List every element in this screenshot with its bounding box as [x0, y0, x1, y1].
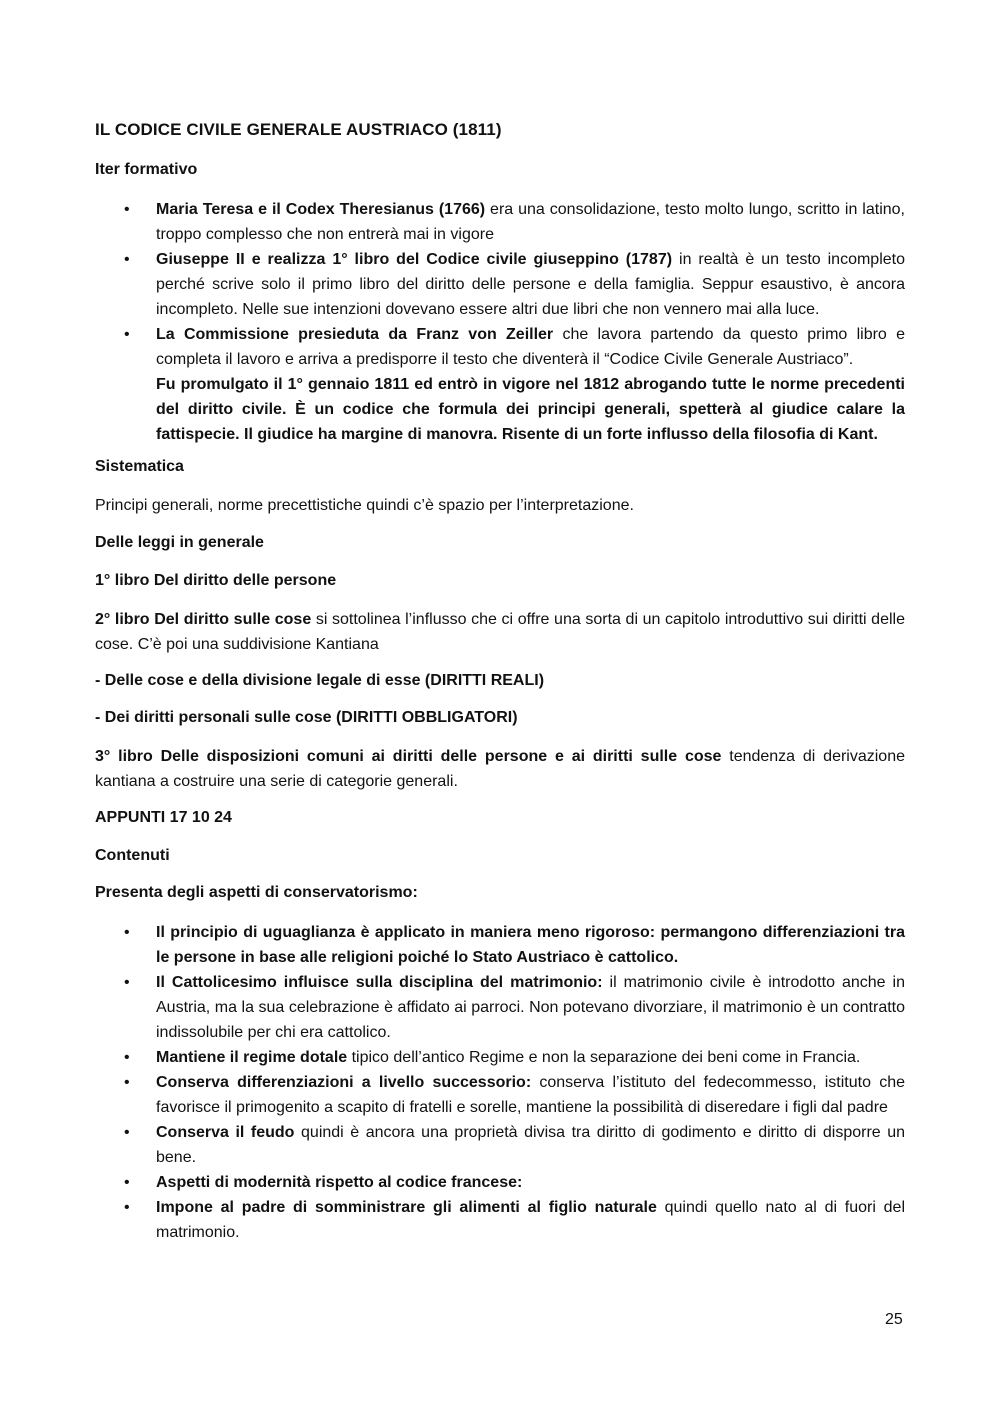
heading-iter-formativo: Iter formativo: [95, 161, 198, 178]
list-item: [95, 1170, 905, 1195]
heading-contenuti: Contenuti: [95, 847, 170, 864]
libro-3-title: 3° libro Delle disposizioni comuni ai diritti delle persone e ai diritti sulle cose: [95, 748, 722, 765]
list-item: [95, 1070, 905, 1120]
libro-3-text: tendenza di derivazione kantiana a costruire una serie di categorie generali.: [95, 748, 906, 790]
list-item: [95, 970, 905, 1045]
item-text: conserva l’istituto del fedecommesso, istituto che favorisce il primogenito a scapito di fratelli e sorelle, mantiene la possibilità di diseredare i figli dal padre: [156, 1074, 905, 1116]
list-item: [95, 322, 905, 447]
item-bold: Il Cattolicesimo influisce sulla disciplina del matrimonio:: [156, 974, 603, 991]
list-item: [95, 1045, 905, 1070]
item-bold: Conserva differenziazioni a livello successorio:: [156, 1074, 532, 1091]
list-item: [95, 197, 905, 247]
heading-conservatorismo: Presenta degli aspetti di conservatorismo:: [95, 884, 418, 901]
contenuti-list: [95, 920, 905, 1245]
diritti-obbligatori: - Dei diritti personali sulle cose (DIRITTI OBBLIGATORI): [95, 709, 518, 726]
libro-1: 1° libro Del diritto delle persone: [95, 572, 337, 589]
item-bold: Impone al padre di somministrare gli alimenti al figlio naturale: [156, 1199, 657, 1216]
list-item: [95, 1195, 905, 1245]
item-bold: La Commissione presieduta da Franz von Zeiller: [156, 326, 554, 343]
item-bold: Maria Teresa e il Codex Theresianus (1766): [156, 201, 486, 218]
heading-leggi: Delle leggi in generale: [95, 534, 264, 551]
libro-2-paragraph: [95, 607, 905, 657]
item-bold: Mantiene il regime dotale: [156, 1049, 348, 1066]
iter-list: [95, 197, 905, 447]
item-text: in realtà è un testo incompleto perché scrive solo il primo libro del diritto delle persone e della famiglia. Seppur esaustivo, è ancora incompleto. Nelle sue intenzioni dovevano essere altri due libri che non vennero mai alla luce.: [156, 251, 906, 318]
libro-3-paragraph: [95, 744, 905, 794]
libro-2-title: 2° libro Del diritto sulle cose: [95, 611, 312, 628]
item-bold: Aspetti di modernità rispetto al codice francese:: [156, 1174, 523, 1191]
item-text: quindi è ancora una proprietà divisa tra diritto di godimento e diritto di disporre un bene.: [156, 1124, 906, 1166]
libro-2-text: si sottolinea l’influsso che ci offre una sorta di un capitolo introduttivo sui diritti delle cose. C’è poi una suddivisione Kantiana: [95, 611, 905, 653]
document-title: IL CODICE CIVILE GENERALE AUSTRIACO (1811): [95, 120, 502, 139]
item-text: tipico dell’antico Regime e non la separazione dei beni come in Francia.: [347, 1049, 861, 1066]
sistematica-text: Principi generali, norme precettistiche quindi c’è spazio per l’interpretazione.: [95, 497, 634, 514]
item-text: quindi quello nato al di fuori del matrimonio.: [156, 1199, 906, 1241]
list-item: [95, 920, 905, 970]
item-text: il matrimonio civile è introdotto anche in Austria, ma la sua celebrazione è affidato ai parroci. Non potevano divorziare, il matrimonio è un contratto indissolubile per chi era cattolico.: [156, 974, 906, 1041]
diritti-reali: - Delle cose e della divisione legale di esse (DIRITTI REALI): [95, 672, 545, 689]
item-text: era una consolidazione, testo molto lungo, scritto in latino, troppo complesso che non entrerà mai in vigore: [156, 201, 905, 243]
heading-appunti: APPUNTI 17 10 24: [95, 809, 232, 826]
item-bold: Il principio di uguaglianza è applicato in maniera meno rigoroso: permangono differenziazioni tra le persone in base alle religioni poiché lo Stato Austriaco è cattolico.: [156, 924, 905, 966]
item-bold: Conserva il feudo: [156, 1124, 295, 1141]
list-item: [95, 247, 905, 322]
item-bold-continuation: Fu promulgato il 1° gennaio 1811 ed entrò in vigore nel 1812 abrogando tutte le norme precedenti del diritto civile. È un codice che formula dei principi generali, spetterà al giudice calare la fattispecie. Il giudice ha margine di manovra. Risente di un forte influsso della filosofia di Kant.: [156, 376, 905, 443]
item-bold: Giuseppe II e realizza 1° libro del Codice civile giuseppino (1787): [156, 251, 673, 268]
page-number: 25: [885, 1311, 903, 1328]
list-item: [95, 1120, 905, 1170]
heading-sistematica: Sistematica: [95, 458, 184, 475]
item-text: che lavora partendo da questo primo libro e completa il lavoro e arriva a predisporre il testo che diventerà il “Codice Civile Generale Austriaco”.: [156, 326, 906, 368]
